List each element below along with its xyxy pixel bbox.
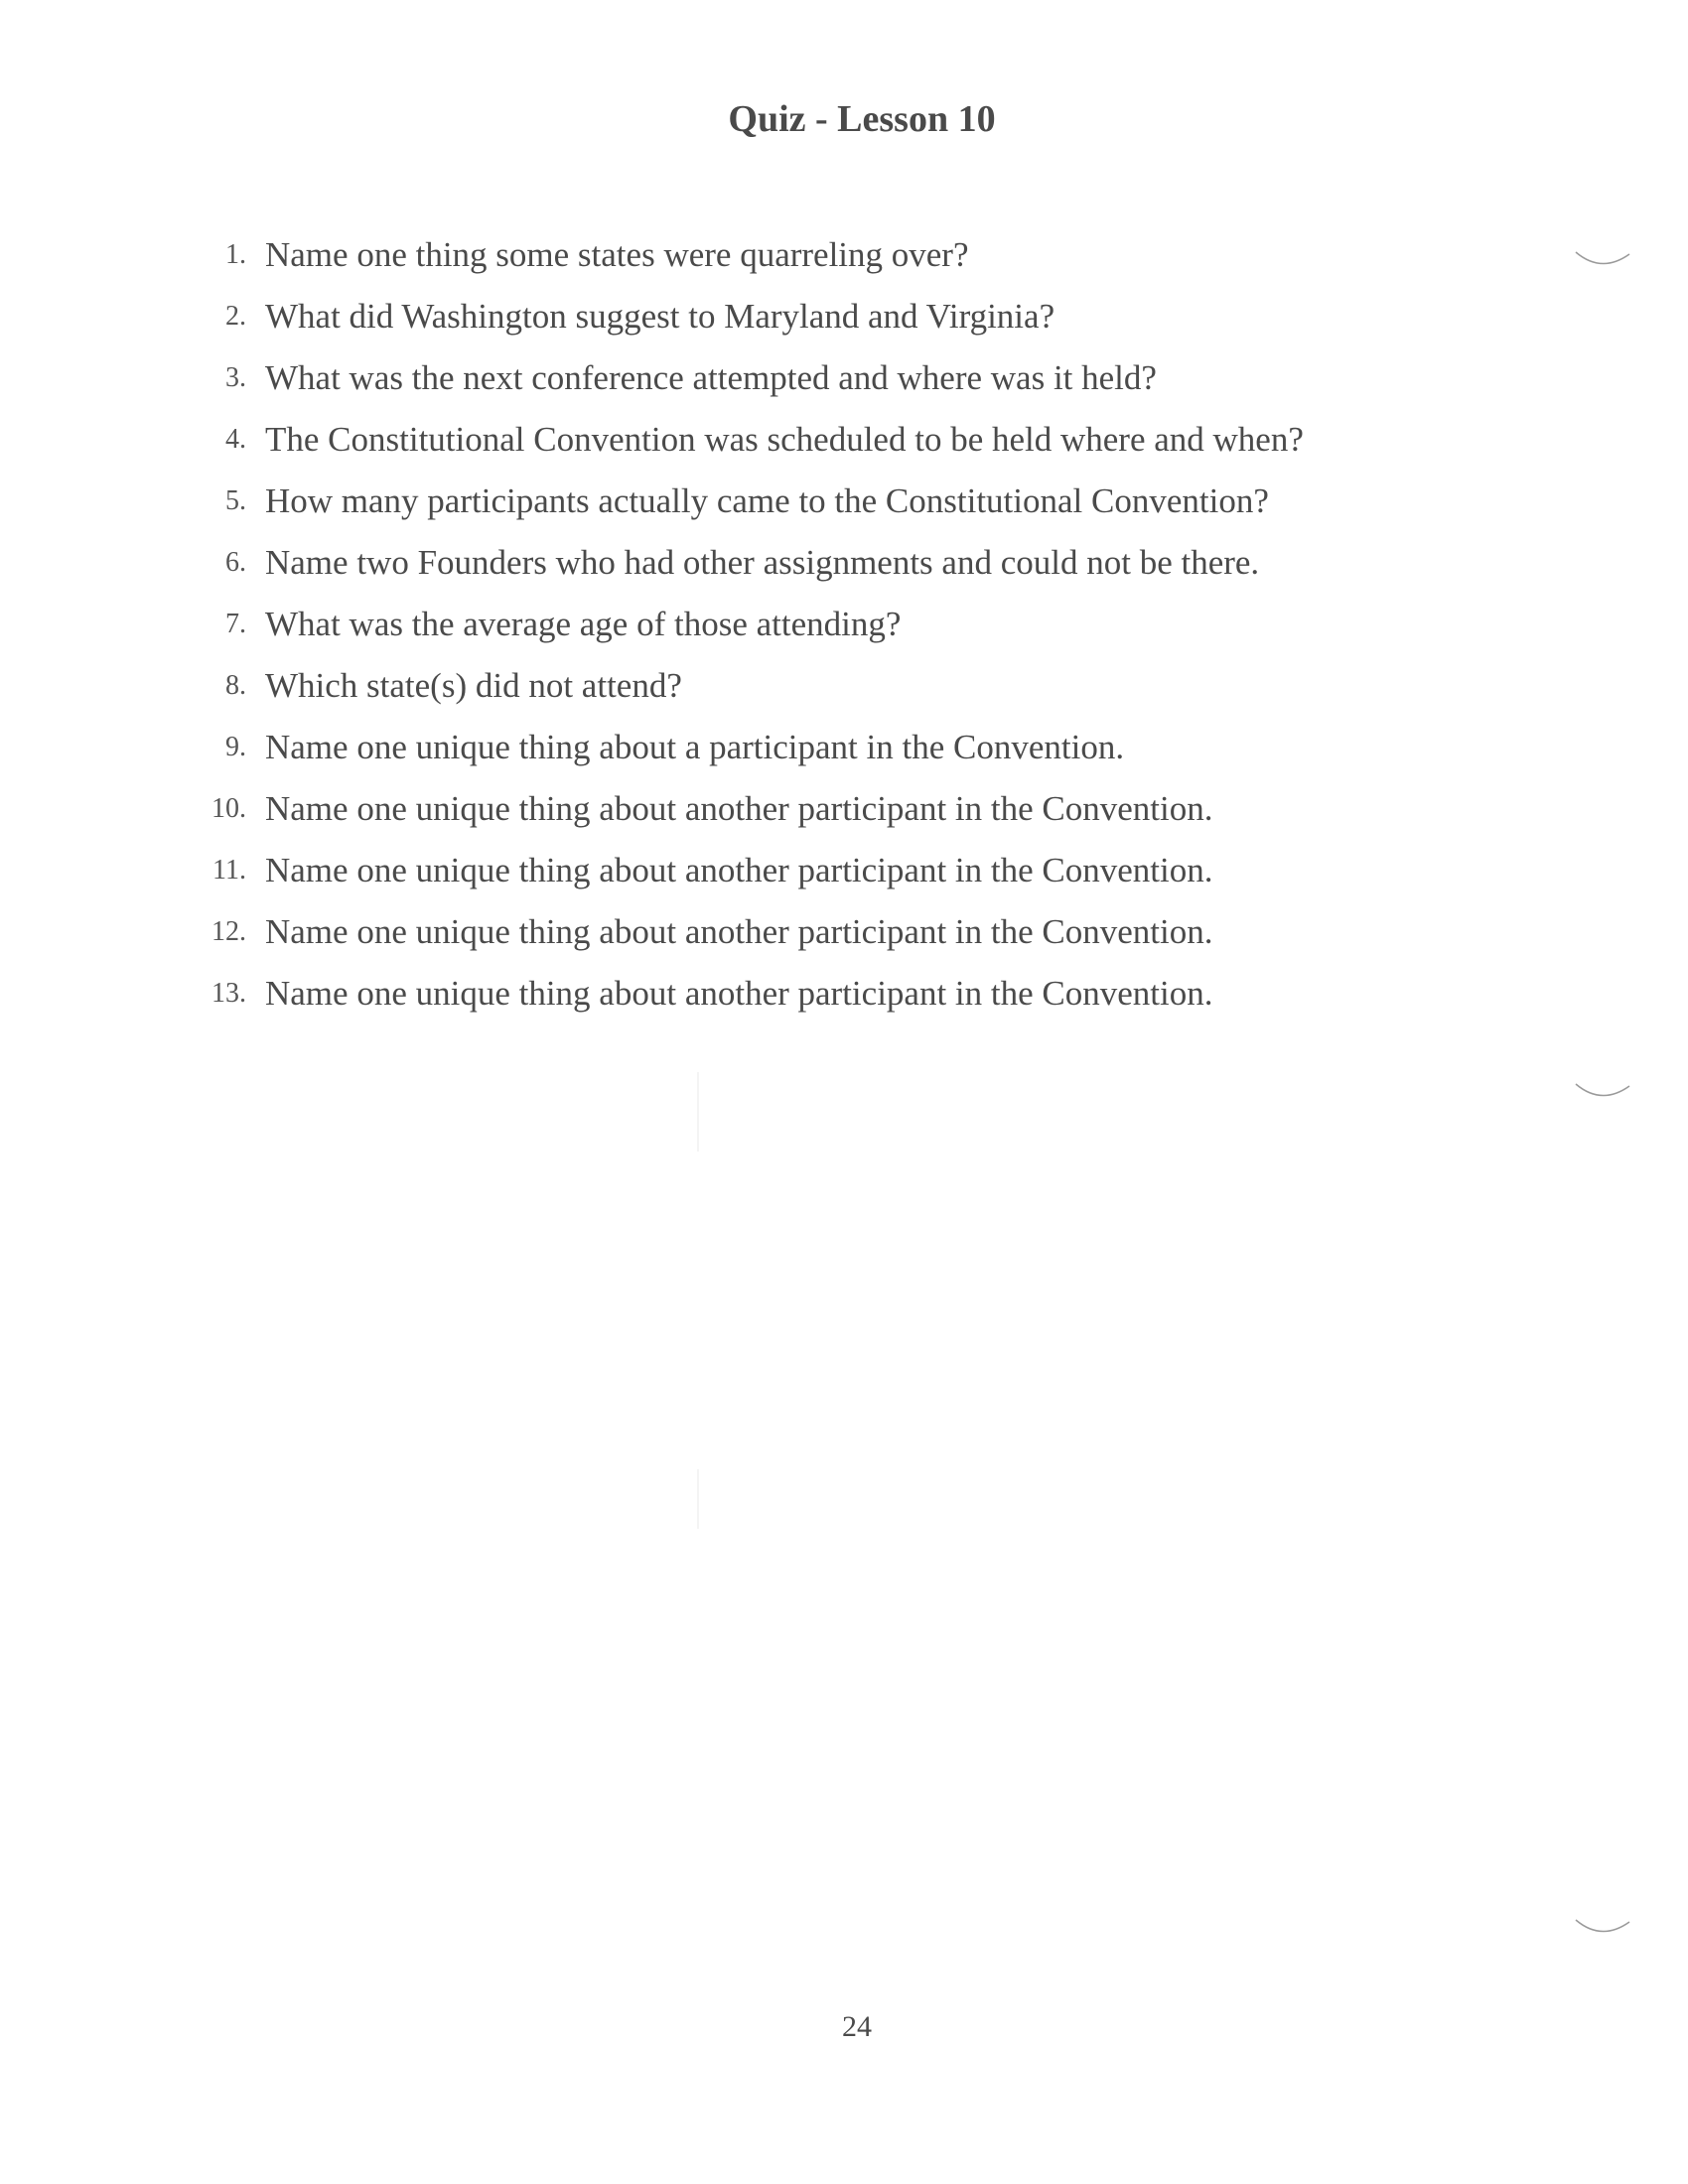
question-text: Name one thing some states were quarreling over? <box>265 235 969 274</box>
question-number: 10. <box>211 793 246 824</box>
list-item <box>199 594 1489 655</box>
question-number: 8. <box>225 670 246 701</box>
list-item <box>199 532 1489 594</box>
question-text: Name two Founders who had other assignments and could not be there. <box>265 543 1260 582</box>
punch-hole-mark <box>1574 250 1631 272</box>
question-text: Name one unique thing about another participant in the Convention. <box>265 912 1213 951</box>
list-item <box>199 409 1489 471</box>
question-number: 12. <box>211 916 246 947</box>
list-item <box>199 471 1489 532</box>
question-text: The Constitutional Convention was scheduled to be held where and when? <box>265 420 1304 459</box>
question-text: What was the average age of those attending? <box>265 605 902 643</box>
question-number: 7. <box>225 609 246 639</box>
question-number: 4. <box>225 424 246 455</box>
question-text: Name one unique thing about a participant in the Convention. <box>265 728 1125 766</box>
question-number: 13. <box>211 978 246 1009</box>
page-title: Quiz - Lesson 10 <box>728 98 996 140</box>
question-number: 5. <box>225 485 246 516</box>
question-list <box>199 224 1489 1024</box>
question-number: 2. <box>225 301 246 332</box>
scan-artifact <box>697 1072 699 1152</box>
scan-artifact <box>697 1469 699 1529</box>
question-text: What did Washington suggest to Maryland and Virginia? <box>265 297 1055 336</box>
list-item <box>199 901 1489 963</box>
list-item <box>199 963 1489 1024</box>
list-item <box>199 286 1489 347</box>
list-item <box>199 347 1489 409</box>
question-number: 9. <box>225 732 246 762</box>
punch-hole-mark <box>1574 1918 1631 1940</box>
question-text: Name one unique thing about another participant in the Convention. <box>265 974 1213 1013</box>
question-text: How many participants actually came to the Constitutional Convention? <box>265 481 1269 520</box>
question-text: Which state(s) did not attend? <box>265 666 682 705</box>
punch-hole-mark <box>1574 1082 1631 1104</box>
list-item <box>199 224 1489 286</box>
question-text: Name one unique thing about another participant in the Convention. <box>265 789 1213 828</box>
list-item <box>199 840 1489 901</box>
list-item <box>199 717 1489 778</box>
list-item <box>199 655 1489 717</box>
question-number: 1. <box>225 239 246 270</box>
question-text: What was the next conference attempted and where was it held? <box>265 358 1157 397</box>
question-number: 3. <box>225 362 246 393</box>
question-number: 11. <box>212 855 246 886</box>
page-number: 24 <box>842 2010 872 2043</box>
question-number: 6. <box>225 547 246 578</box>
question-text: Name one unique thing about another participant in the Convention. <box>265 851 1213 889</box>
list-item <box>199 778 1489 840</box>
